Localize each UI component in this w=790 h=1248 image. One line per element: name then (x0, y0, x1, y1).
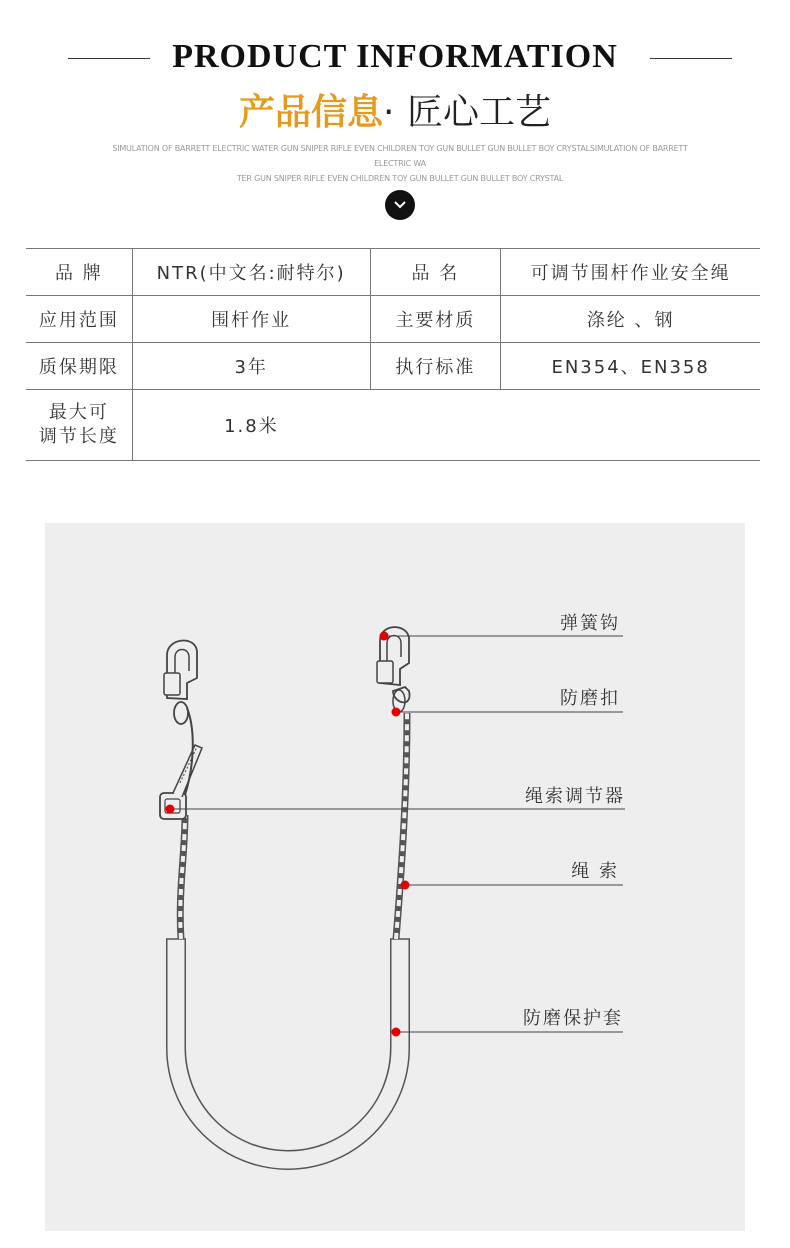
spec-value: NTR(中文名:耐特尔) (132, 249, 370, 296)
table-row (26, 343, 760, 390)
callout-marker (166, 805, 175, 814)
spec-label: 应用范围 (26, 296, 132, 343)
title-chinese-dot: · (383, 92, 395, 133)
title-english: PRODUCT INFORMATION (172, 38, 618, 75)
title-chinese-rest: 匠心工艺 (407, 92, 552, 133)
spec-label: 主要材质 (370, 296, 501, 343)
spec-value: 可调节围杆作业安全绳 (501, 249, 760, 296)
callout-marker (392, 1028, 401, 1037)
callout-rope: 绳 索 (571, 861, 619, 882)
subtitle-line-2: TER GUN SNIPER RIFLE EVEN CHILDREN TOY GUN BULLET GUN BULLET BOY CRYSTAL (236, 174, 564, 183)
left-rope (180, 815, 185, 939)
scroll-down-button[interactable] (385, 190, 415, 220)
chevron-down-icon (393, 200, 407, 210)
spec-label-line-1: 最大可 (48, 402, 109, 423)
lanyard-illustration (45, 523, 745, 1231)
table-row (26, 296, 760, 343)
callout-protective-sleeve: 防磨保护套 (523, 1008, 623, 1029)
callout-snap-hook: 弹簧钩 (560, 613, 620, 634)
spec-table (26, 248, 760, 461)
subtitle (95, 141, 705, 186)
product-diagram (45, 523, 745, 1231)
table-row (26, 390, 760, 461)
title-chinese-accent: 产品信息 (238, 92, 383, 133)
spec-label: 执行标准 (370, 343, 501, 390)
spec-label-line-2: 调节长度 (38, 426, 119, 447)
spec-value: 围杆作业 (132, 296, 370, 343)
callout-rope-adjuster: 绳索调节器 (525, 786, 625, 807)
callout-marker (392, 708, 401, 717)
spec-label: 品 牌 (26, 249, 132, 296)
spec-label: 品 名 (370, 249, 501, 296)
spec-value: 3年 (132, 343, 370, 390)
title-divider-right (650, 58, 732, 59)
wear-buckle (393, 687, 410, 702)
spec-value: 涤纶 、钢 (501, 296, 760, 343)
callout-marker (380, 632, 389, 641)
spec-value: 1.8米 (132, 390, 370, 461)
page-header (0, 0, 790, 240)
subtitle-line-1: SIMULATION OF BARRETT ELECTRIC WATER GUN SNIPER RIFLE EVEN CHILDREN TOY GUN BULLET GUN BULLET BOY CRYSTALSIMULATION OF BARRETT ELECTRIC WA (112, 144, 688, 168)
table-row (26, 249, 760, 296)
left-snap-hook (164, 640, 197, 699)
callout-marker (401, 881, 410, 890)
spec-label: 质保期限 (26, 343, 132, 390)
callout-wear-buckle: 防磨扣 (560, 688, 620, 709)
title-chinese (0, 84, 790, 135)
spec-value: EN354、EN358 (501, 343, 760, 390)
spec-label (26, 390, 132, 461)
empty-cell (370, 390, 760, 461)
